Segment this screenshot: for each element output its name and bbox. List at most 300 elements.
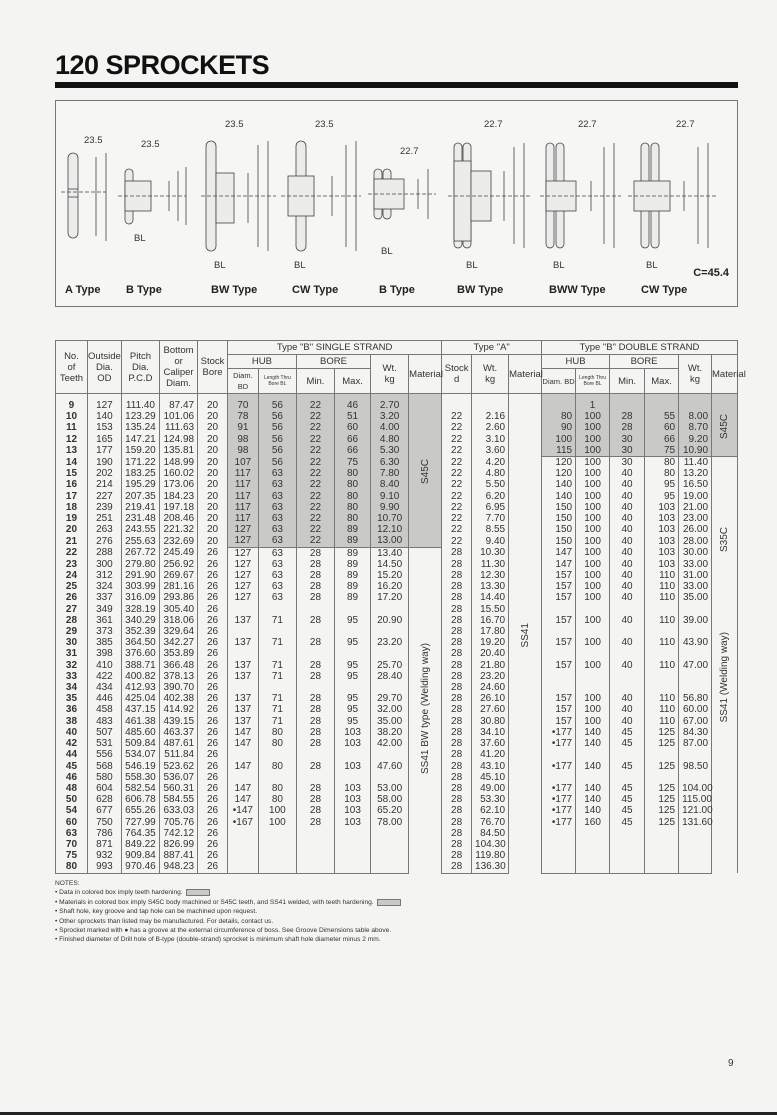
cell-s-bd: 91 [227, 422, 258, 433]
cell-d-min: 30 [610, 434, 645, 445]
table-row [56, 445, 738, 457]
cell-bottom-dia: 463.37 [160, 727, 198, 738]
material-double-ss41: SS41 (Welding way) [712, 626, 738, 873]
cell-pcd: 425.04 [121, 693, 159, 704]
cell-pcd: 970.46 [121, 861, 159, 873]
cell-stock-d: 28 [442, 615, 472, 626]
cell-s-min: 28 [296, 559, 334, 570]
cell-d-bd: •177 [542, 805, 576, 816]
table-row [56, 637, 738, 648]
cell-stock-bore: 26 [198, 604, 228, 615]
header-no-teeth: No. of Teeth [56, 341, 88, 394]
dim-cw-type-double: 22.7 [676, 119, 695, 130]
cell-s-max: 103 [335, 727, 371, 738]
cell-s-bl: 63 [258, 513, 296, 524]
cell-s-max: 80 [335, 491, 371, 502]
cell-d-wt: 87.00 [679, 738, 712, 749]
cell-d-bd: 150 [542, 502, 576, 513]
cell-stock-bore: 26 [198, 682, 228, 693]
cell-s-bd: 147 [227, 738, 258, 749]
cell-d-min [610, 671, 645, 682]
cell-d-min [610, 828, 645, 839]
cell-d-bd: 100 [542, 434, 576, 445]
cell-s-bl [258, 648, 296, 659]
cell-s-wt: 4.00 [371, 422, 409, 433]
cell-s-min [296, 626, 334, 637]
cell-d-max: 66 [645, 434, 679, 445]
cell-pcd: 412.93 [121, 682, 159, 693]
cell-stock-bore: 26 [198, 749, 228, 760]
cell-s-bl [258, 772, 296, 783]
cell-d-min: 40 [610, 716, 645, 727]
cell-stock-d: 28 [442, 682, 472, 693]
cell-s-bl: 80 [258, 783, 296, 794]
cell-od: 993 [87, 861, 121, 873]
cell-pcd: 316.09 [121, 592, 159, 603]
header-single-material: Material [409, 355, 442, 394]
cell-d-min: 45 [610, 727, 645, 738]
cell-teeth: 46 [56, 772, 88, 783]
cell-pcd: 159.20 [121, 445, 159, 457]
page-number: 9 [728, 1058, 734, 1069]
cell-s-bl: 100 [258, 817, 296, 828]
cell-od: 337 [87, 592, 121, 603]
cell-pcd: 328.19 [121, 604, 159, 615]
cell-bottom-dia: 87.47 [160, 394, 198, 412]
cell-pcd: 558.30 [121, 772, 159, 783]
cell-s-max [335, 772, 371, 783]
cell-s-bd: 117 [227, 513, 258, 524]
diagram-bw-type-double [448, 143, 531, 248]
cell-d-bd [542, 626, 576, 637]
cell-d-bl: 100 [576, 445, 610, 457]
cell-s-wt: 3.20 [371, 411, 409, 422]
cell-s-min [296, 648, 334, 659]
cell-s-max: 75 [335, 457, 371, 469]
cell-stock-bore: 26 [198, 783, 228, 794]
cell-d-wt: 39.00 [679, 615, 712, 626]
cell-s-min: 22 [296, 468, 334, 479]
cell-teeth: 35 [56, 693, 88, 704]
table-row [56, 727, 738, 738]
cell-teeth: 26 [56, 592, 88, 603]
cell-a-wt: 37.60 [472, 738, 509, 749]
cell-s-min: 22 [296, 524, 334, 535]
cell-d-min: 40 [610, 535, 645, 547]
cell-d-bl: 100 [576, 570, 610, 581]
cell-od: 227 [87, 491, 121, 502]
cell-d-bl: 100 [576, 422, 610, 433]
cell-d-min: 40 [610, 570, 645, 581]
shade-swatch [377, 899, 401, 906]
cell-d-wt: 9.20 [679, 434, 712, 445]
header-double-diam-bd: Diam. BD [542, 369, 576, 394]
cell-teeth: 36 [56, 704, 88, 715]
cell-pcd: 546.19 [121, 761, 159, 772]
cell-a-wt: 4.20 [472, 457, 509, 469]
cell-od: 373 [87, 626, 121, 637]
cell-bottom-dia: 124.98 [160, 434, 198, 445]
notes-section [55, 879, 401, 945]
cell-s-bd: 137 [227, 615, 258, 626]
cell-d-wt [679, 648, 712, 659]
cell-d-bl: 140 [576, 794, 610, 805]
cell-a-wt: 15.50 [472, 604, 509, 615]
cell-s-wt: 42.00 [371, 738, 409, 749]
cell-d-min: 40 [610, 468, 645, 479]
cell-pcd: 243.55 [121, 524, 159, 535]
cell-d-max: 125 [645, 805, 679, 816]
cell-s-bd: 117 [227, 479, 258, 490]
cell-d-wt: 33.00 [679, 559, 712, 570]
cell-od: 165 [87, 434, 121, 445]
cell-stock-bore: 26 [198, 615, 228, 626]
cell-stock-bore: 26 [198, 794, 228, 805]
cell-s-bd: 117 [227, 502, 258, 513]
title-rule [55, 82, 738, 88]
type-label-b-double: B Type [379, 284, 415, 296]
note-item: • Data in colored box imply teeth hardening. [55, 888, 401, 897]
cell-d-max: 125 [645, 794, 679, 805]
cell-teeth: 9 [56, 394, 88, 412]
cell-s-max: 103 [335, 783, 371, 794]
header-double-max: Max. [645, 369, 679, 394]
cell-pcd: 485.60 [121, 727, 159, 738]
cell-stock-bore: 20 [198, 394, 228, 412]
diagram-bw-type-single [201, 141, 276, 251]
cell-d-bd: 157 [542, 615, 576, 626]
cell-s-wt: 17.20 [371, 592, 409, 603]
cell-s-bd: 107 [227, 457, 258, 469]
cell-stock-bore: 20 [198, 434, 228, 445]
cell-d-max: 60 [645, 422, 679, 433]
cell-stock-d: 22 [442, 411, 472, 422]
cell-d-max [645, 772, 679, 783]
table-row [56, 660, 738, 671]
cell-d-bl: 100 [576, 457, 610, 469]
cell-s-bl: 71 [258, 716, 296, 727]
cell-a-wt: 3.60 [472, 445, 509, 457]
header-a-material: Material [509, 355, 542, 394]
cell-d-bl [576, 682, 610, 693]
cell-s-bd [227, 828, 258, 839]
cell-stock-bore: 26 [198, 671, 228, 682]
cell-d-bd: •177 [542, 738, 576, 749]
cell-s-bl [258, 861, 296, 873]
cell-teeth: 38 [56, 716, 88, 727]
cell-s-max: 66 [335, 434, 371, 445]
cell-a-wt: 11.30 [472, 559, 509, 570]
note-item: • Shaft hole, key groove and tap hole can be machined upon request. [55, 908, 258, 916]
cell-od: 239 [87, 502, 121, 513]
table-row [56, 491, 738, 502]
cell-stock-bore: 26 [198, 547, 228, 559]
header-outside-dia: Outside Dia. OD [87, 341, 121, 394]
cell-s-bl: 56 [258, 411, 296, 422]
cell-stock-d: 28 [442, 772, 472, 783]
cell-a-wt: 13.30 [472, 581, 509, 592]
header-type-a: Type "A" [442, 341, 542, 355]
cell-s-wt [371, 682, 409, 693]
cell-d-min: 40 [610, 513, 645, 524]
table-row [56, 682, 738, 693]
cell-pcd: 849.22 [121, 839, 159, 850]
cell-s-bl: 63 [258, 479, 296, 490]
cell-stock-d [442, 394, 472, 412]
cell-od: 483 [87, 716, 121, 727]
cell-d-bd: 115 [542, 445, 576, 457]
cell-s-wt [371, 648, 409, 659]
table-row [56, 434, 738, 445]
cell-s-min: 22 [296, 513, 334, 524]
cell-s-min: 22 [296, 394, 334, 412]
cell-s-max: 66 [335, 445, 371, 457]
cell-a-wt: 9.40 [472, 535, 509, 547]
cell-stock-bore: 26 [198, 626, 228, 637]
cell-s-min [296, 772, 334, 783]
cell-s-min [296, 861, 334, 873]
cell-stock-d: 22 [442, 445, 472, 457]
cell-od: 556 [87, 749, 121, 760]
cell-a-wt: 34.10 [472, 727, 509, 738]
cell-s-wt [371, 839, 409, 850]
cell-stock-d: 22 [442, 491, 472, 502]
cell-bottom-dia: 439.15 [160, 716, 198, 727]
cell-teeth: 21 [56, 535, 88, 547]
cell-bottom-dia: 111.63 [160, 422, 198, 433]
cell-d-max: 110 [645, 660, 679, 671]
cell-s-max: 103 [335, 738, 371, 749]
cell-bottom-dia: 887.41 [160, 850, 198, 861]
cell-d-min: 45 [610, 817, 645, 828]
bl-label-b: BL [134, 233, 146, 244]
cell-d-max: 95 [645, 491, 679, 502]
cell-od: 446 [87, 693, 121, 704]
cell-s-min: 22 [296, 535, 334, 547]
cell-s-min: 22 [296, 434, 334, 445]
cell-s-bd [227, 772, 258, 783]
cell-d-max: 110 [645, 716, 679, 727]
cell-s-bd: 127 [227, 559, 258, 570]
cell-s-max: 103 [335, 761, 371, 772]
cell-bottom-dia: 414.92 [160, 704, 198, 715]
cell-s-bl: 63 [258, 502, 296, 513]
header-double-strand: Type "B" DOUBLE STRAND [542, 341, 738, 355]
cell-s-wt: 9.90 [371, 502, 409, 513]
cell-od: 677 [87, 805, 121, 816]
cell-s-bl: 71 [258, 660, 296, 671]
cell-od: 932 [87, 850, 121, 861]
cell-d-bd: 157 [542, 570, 576, 581]
cell-bottom-dia: 208.46 [160, 513, 198, 524]
cell-d-bd: 150 [542, 535, 576, 547]
header-double-wt: Wt. kg [679, 355, 712, 394]
cell-d-min [610, 749, 645, 760]
cell-s-wt: 35.00 [371, 716, 409, 727]
cell-s-bl: 71 [258, 704, 296, 715]
header-single-diam-bd: Diam. BD [227, 369, 258, 394]
cell-d-min: 30 [610, 457, 645, 469]
cell-stock-bore: 20 [198, 524, 228, 535]
cell-stock-bore: 26 [198, 660, 228, 671]
cell-s-wt: 7.80 [371, 468, 409, 479]
cell-bottom-dia: 560.31 [160, 783, 198, 794]
cell-d-bl [576, 850, 610, 861]
cell-s-wt: 4.80 [371, 434, 409, 445]
cell-s-wt: 53.00 [371, 783, 409, 794]
cell-s-min: 28 [296, 704, 334, 715]
cell-bottom-dia: 536.07 [160, 772, 198, 783]
dim-a-type: 23.5 [84, 135, 103, 146]
cell-a-wt: 30.80 [472, 716, 509, 727]
table-row [56, 524, 738, 535]
cell-od: 531 [87, 738, 121, 749]
cell-od: 604 [87, 783, 121, 794]
cell-teeth: 11 [56, 422, 88, 433]
table-row [56, 761, 738, 772]
cell-s-bd: 137 [227, 637, 258, 648]
cell-d-bd: 157 [542, 716, 576, 727]
cell-d-bl: 100 [576, 660, 610, 671]
table-row [56, 513, 738, 524]
cell-s-max [335, 604, 371, 615]
cell-s-bd: 137 [227, 660, 258, 671]
cell-d-max: 110 [645, 704, 679, 715]
cell-teeth: 16 [56, 479, 88, 490]
cell-s-bl: 63 [258, 491, 296, 502]
cell-s-bl: 80 [258, 738, 296, 749]
cell-a-wt: 10.30 [472, 547, 509, 559]
cell-teeth: 22 [56, 547, 88, 559]
cell-stock-bore: 20 [198, 491, 228, 502]
cell-pcd: 582.54 [121, 783, 159, 794]
cell-stock-d: 28 [442, 581, 472, 592]
cell-teeth: 17 [56, 491, 88, 502]
cell-s-max: 89 [335, 547, 371, 559]
cell-d-bd [542, 861, 576, 873]
cell-a-wt: 19.20 [472, 637, 509, 648]
note-item: • Other sprockets than listed may be manufactured. For details, contact us. [55, 917, 274, 925]
cell-bottom-dia: 390.70 [160, 682, 198, 693]
cell-d-wt: 98.50 [679, 761, 712, 772]
cell-d-max [645, 828, 679, 839]
cell-s-min: 22 [296, 502, 334, 513]
cell-d-min: 45 [610, 783, 645, 794]
header-single-length-bl: Length Thru Bore BL [258, 369, 296, 394]
cell-s-wt: 25.70 [371, 660, 409, 671]
diagram-cw-type-single [281, 141, 361, 251]
cell-bottom-dia: 173.06 [160, 479, 198, 490]
cell-od: 263 [87, 524, 121, 535]
cell-d-bl [576, 772, 610, 783]
cell-s-bd [227, 682, 258, 693]
cell-od: 324 [87, 581, 121, 592]
cell-s-min: 28 [296, 592, 334, 603]
cell-stock-bore: 26 [198, 637, 228, 648]
header-double-material: Material [712, 355, 738, 394]
cell-teeth: 60 [56, 817, 88, 828]
type-label-bww: BWW Type [549, 284, 606, 296]
cell-stock-d: 22 [442, 513, 472, 524]
cell-pcd: 123.29 [121, 411, 159, 422]
cell-d-bl: 100 [576, 693, 610, 704]
cell-stock-bore: 26 [198, 772, 228, 783]
cell-s-bd: 70 [227, 394, 258, 412]
cell-bottom-dia: 511.84 [160, 749, 198, 760]
cell-pcd: 279.80 [121, 559, 159, 570]
cell-od: 580 [87, 772, 121, 783]
cell-bottom-dia: 742.12 [160, 828, 198, 839]
cell-s-bl: 56 [258, 457, 296, 469]
cell-bottom-dia: 318.06 [160, 615, 198, 626]
cell-s-max: 80 [335, 468, 371, 479]
cell-d-wt: 131.60 [679, 817, 712, 828]
cell-pcd: 655.26 [121, 805, 159, 816]
cell-d-min: 28 [610, 422, 645, 433]
cell-a-wt: 43.10 [472, 761, 509, 772]
table-row [56, 772, 738, 783]
cell-od: 127 [87, 394, 121, 412]
cell-s-max: 89 [335, 535, 371, 547]
cell-s-bl [258, 850, 296, 861]
cell-od: 410 [87, 660, 121, 671]
cell-d-min: 30 [610, 445, 645, 457]
cell-d-max: 110 [645, 581, 679, 592]
cell-stock-d: 28 [442, 839, 472, 850]
cell-teeth: 19 [56, 513, 88, 524]
cell-bottom-dia: 101.06 [160, 411, 198, 422]
cell-d-max: 103 [645, 524, 679, 535]
cell-stock-d: 22 [442, 535, 472, 547]
cell-a-wt: 3.10 [472, 434, 509, 445]
header-double-hub: HUB [542, 355, 610, 369]
cell-stock-bore: 20 [198, 445, 228, 457]
cell-s-min [296, 828, 334, 839]
cell-a-wt: 5.50 [472, 479, 509, 490]
cell-s-wt: 6.30 [371, 457, 409, 469]
cell-d-max: 103 [645, 513, 679, 524]
dim-bww-type: 22.7 [578, 119, 597, 130]
table-row [56, 805, 738, 816]
cell-teeth: 50 [56, 794, 88, 805]
cell-stock-d: 22 [442, 479, 472, 490]
cell-s-wt: 78.00 [371, 817, 409, 828]
header-double-bore: BORE [610, 355, 679, 369]
table-row [56, 671, 738, 682]
cell-d-min: 40 [610, 660, 645, 671]
cell-d-bd: •177 [542, 761, 576, 772]
cell-s-min: 28 [296, 693, 334, 704]
material-double-s45c: S45C [712, 394, 738, 457]
cell-d-min: 40 [610, 693, 645, 704]
cell-d-wt [679, 850, 712, 861]
cell-d-bd [542, 671, 576, 682]
cell-od: 786 [87, 828, 121, 839]
cell-s-max: 95 [335, 704, 371, 715]
cell-d-bl: 140 [576, 727, 610, 738]
cell-d-bd: 147 [542, 559, 576, 570]
cell-d-wt: 47.00 [679, 660, 712, 671]
cell-od: 507 [87, 727, 121, 738]
cell-d-min: 40 [610, 704, 645, 715]
cell-stock-bore: 26 [198, 761, 228, 772]
cell-stock-d: 28 [442, 604, 472, 615]
cell-s-bl: 71 [258, 615, 296, 626]
table-row [56, 648, 738, 659]
cell-stock-d: 22 [442, 502, 472, 513]
cell-d-bd: 140 [542, 491, 576, 502]
cell-s-wt: 28.40 [371, 671, 409, 682]
